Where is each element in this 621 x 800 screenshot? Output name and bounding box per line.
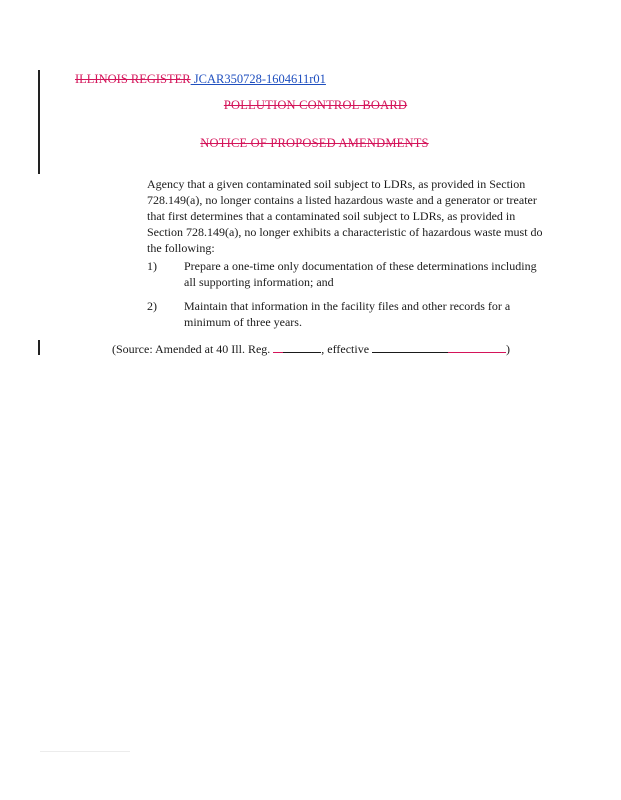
list-item-number: 1) [147,259,157,273]
revision-change-bar [38,340,40,355]
source-blank-inserted [448,341,506,353]
register-inserted-text: JCAR350728-1604611r01 [190,72,326,86]
source-suffix: ) [506,342,511,356]
board-title: POLLUTION CONTROL BOARD [223,98,408,112]
notice-title: NOTICE OF PROPOSED AMENDMENTS [200,136,429,150]
list-item-number: 2) [147,299,157,313]
body-paragraph: Agency that a given contaminated soil subject to LDRs, as provided in Section 728.149(a), no longer contains a listed hazardous waste and a generator or treater that first determines that a contaminated soil subject to LDRs, as provided in Section 728.149(a), no longer exhibits a characteristic of hazardous waste must do the following: [147,177,543,255]
register-header [75,72,326,87]
register-deleted-text: ILLINOIS REGISTER [75,72,191,86]
revision-change-bar [38,70,40,174]
list-item-text: Maintain that information in the facility files and other records for a minimum of three years. [184,299,511,329]
source-blank-register [283,341,321,353]
list-item-text: Prepare a one-time only documentation of these determinations including all supporting information; and [184,259,537,289]
source-blank-effective [372,341,448,353]
source-blank-deleted [273,341,283,353]
source-mid: , effective [321,342,373,356]
footer-rule [40,751,130,752]
source-prefix: (Source: Amended at 40 Ill. Reg. [112,342,274,356]
source-note [112,341,510,357]
